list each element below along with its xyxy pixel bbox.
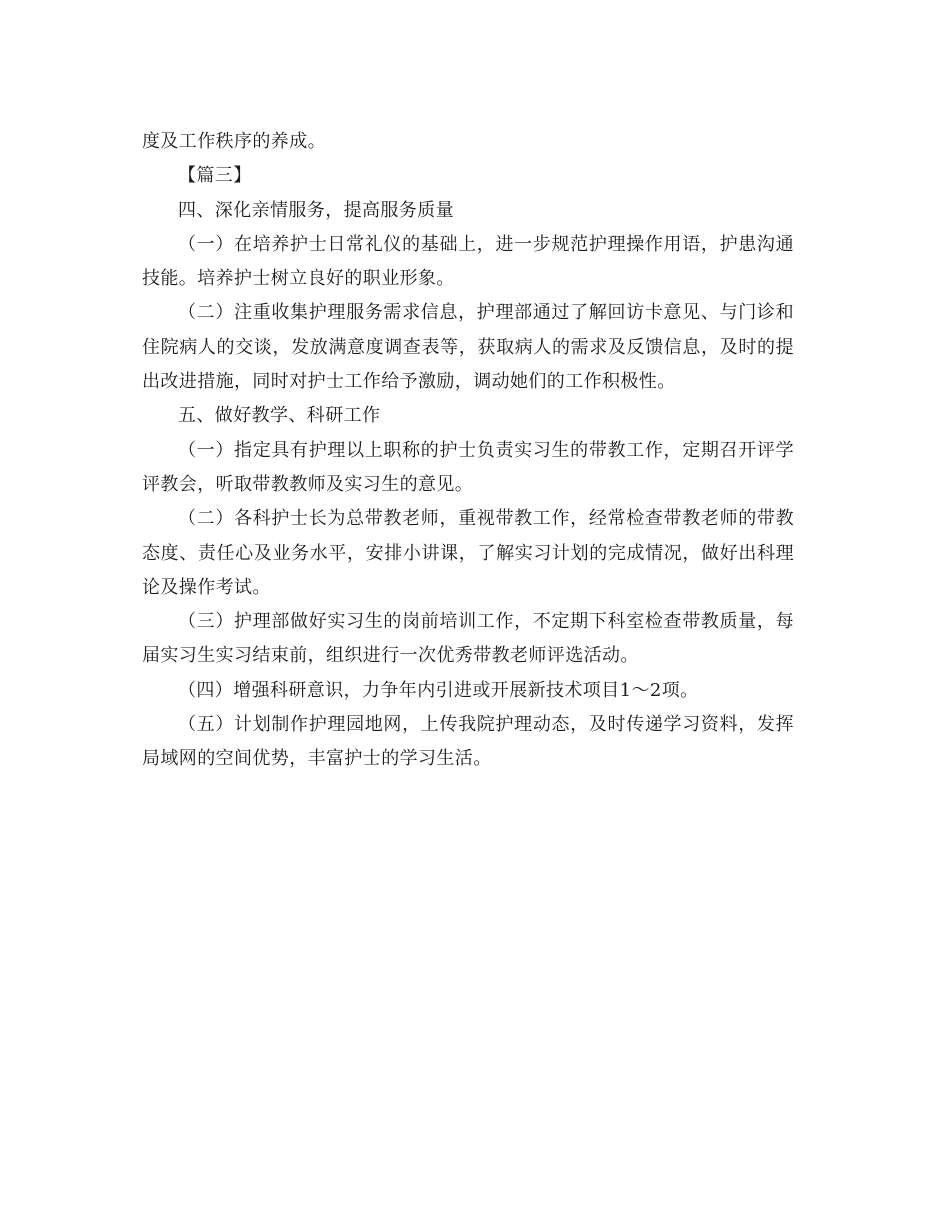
paragraph-five-one: （一）指定具有护理以上职称的护士负责实习生的带教工作，定期召开评学评教会，听取带教教师及实习生的意见。 <box>142 439 794 495</box>
document-body <box>142 125 794 777</box>
paragraph-five-two: （二）各科护士长为总带教老师，重视带教工作，经常检查带教老师的带教态度、责任心及业务水平，安排小讲课，了解实习计划的完成情况，做好出科理论及操作考试。 <box>142 508 794 598</box>
paragraph-four-one: （一）在培养护士日常礼仪的基础上，进一步规范护理操作用语，护患沟通技能。培养护士树立良好的职业形象。 <box>142 233 794 290</box>
section-heading-part-three: 【篇三】 <box>178 165 252 187</box>
heading-item-five: 五、做好教学、科研工作 <box>178 405 381 427</box>
paragraph-five-four: （四）增强科研意识，力争年内引进或开展新技术项目1～2项。 <box>178 679 699 701</box>
paragraph-five-five: （五）计划制作护理园地网，上传我院护理动态，及时传递学习资料，发挥局域网的空间优势，丰富护士的学习生活。 <box>142 714 794 770</box>
heading-item-four: 四、深化亲情服务，提高服务质量 <box>178 199 454 221</box>
paragraph-four-two: （二）注重收集护理服务需求信息，护理部通过了解回访卡意见、与门诊和住院病人的交谈，发放满意度调查表等，获取病人的需求及反馈信息，及时的提出改进措施，同时对护士工作给予激励，调动她们的工作积极性。 <box>142 302 794 393</box>
paragraph-five-three: （三）护理部做好实习生的岗前培训工作，不定期下科室检查带教质量，每届实习生实习结束前，组织进行一次优秀带教老师评选活动。 <box>142 611 794 667</box>
paragraph-continuation: 度及工作秩序的养成。 <box>142 131 326 152</box>
